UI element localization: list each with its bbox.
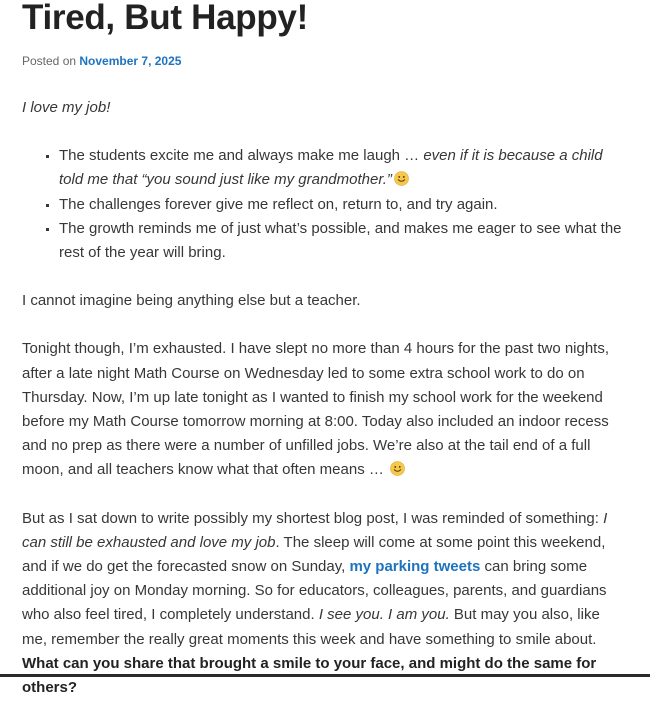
- posted-on-label: Posted on: [22, 54, 77, 68]
- reflection-question: What can you share that brought a smile to your face, and might do the same for others?: [22, 654, 597, 697]
- post-content: [22, 96, 622, 724]
- reflection-text-1: But as I sat down to write possibly my shortest blog post, I was reminded of something:: [22, 509, 604, 527]
- intro-text: I love my job!: [22, 99, 111, 116]
- reflection-italic-2: I see you. I am you.: [318, 606, 450, 624]
- reflection-italic-1: I can still be exhausted and love my job: [22, 509, 608, 551]
- reflection-text-4: But may you also, like me, remember the really great moments this week and have something to smile about.: [22, 606, 600, 648]
- reflection-text-3: can bring some additional joy on Monday morning. So for educators, colleagues, parents, and guardians who also feel tired, I completely understand.: [22, 558, 607, 624]
- smiley-emoji-icon: [390, 461, 405, 476]
- list-item: ▪ The growth reminds me of just what’s possible, and makes me eager to see what the rest of the year will bring.: [59, 217, 622, 265]
- intro-paragraph: [22, 96, 622, 120]
- parking-tweets-link[interactable]: my parking tweets: [349, 558, 481, 576]
- list-item: [59, 144, 622, 192]
- paragraph-teacher: I cannot imagine being anything else but a teacher.: [22, 292, 361, 310]
- post-meta: [22, 53, 181, 69]
- list-item-text: The students excite me and always make me laugh …: [59, 147, 424, 165]
- post-title: Tired, But Happy!: [22, 0, 308, 37]
- reflection-text-2: . The sleep will come at some point this weekend, and if we do get the forecasted snow on Sunday,: [22, 533, 606, 576]
- paragraph-reflection: [22, 507, 622, 701]
- list-item: ▪ The challenges forever give me reflect on, return to, and try again.: [59, 193, 622, 217]
- smiley-emoji-icon: [394, 171, 409, 186]
- paragraph-exhausted-text: Tonight though, I’m exhausted. I have slept no more than 4 hours for the past two nights, after a late night Math Course on Wednesday led to some extra school work to do on Thursday. Now, I’m up late tonight as I wanted to finish my school work for the weekend before my Math Course tomorrow morning at 8:00. Today also included an indoor recess and no prep as there were a number of unfilled jobs. We’re also at the tail end of a full moon, and all teachers know what that often means …: [22, 340, 610, 479]
- paragraph-exhausted: [22, 337, 622, 482]
- list-item-quote: even if it is because a child told me that “you sound just like my grandmother.”: [59, 147, 603, 189]
- reasons-list: [22, 144, 622, 265]
- post-date-link[interactable]: November 7, 2025: [79, 54, 182, 68]
